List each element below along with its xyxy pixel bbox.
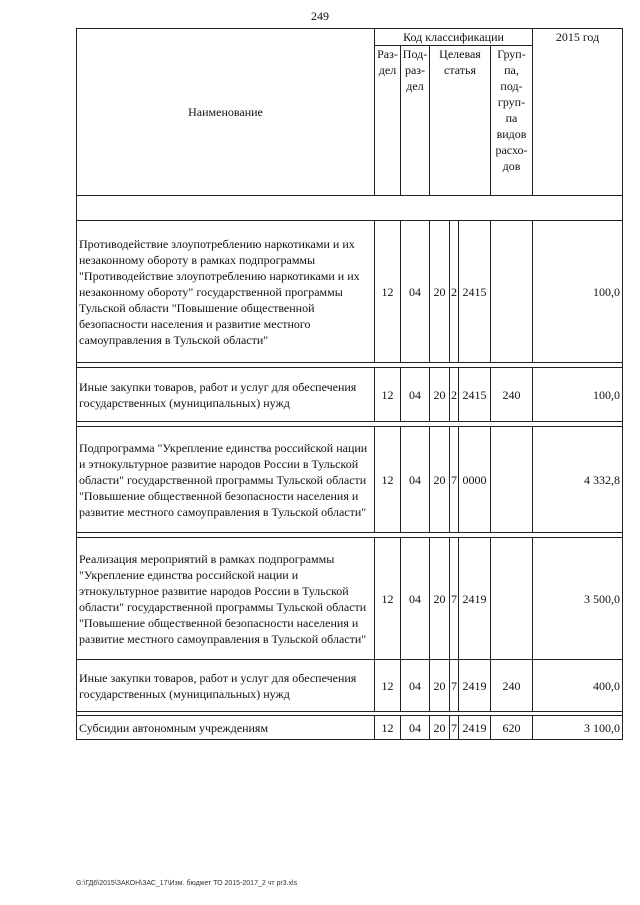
row-podrazdel: 04 (401, 368, 430, 422)
row-razdel: 12 (375, 427, 401, 533)
header-target-article: Целевая статья (430, 46, 491, 196)
table-row (77, 368, 623, 422)
row-cs3: 2419 (459, 716, 491, 740)
row-cs2: 7 (450, 427, 459, 533)
row-amount: 4 332,8 (533, 427, 623, 533)
row-podrazdel: 04 (401, 660, 430, 712)
row-name: Иные закупки товаров, работ и услуг для обеспечения государственных (муниципальных) нужд (77, 660, 375, 712)
row-cs3: 0000 (459, 427, 491, 533)
row-podrazdel: 04 (401, 427, 430, 533)
row-amount: 3 100,0 (533, 716, 623, 740)
row-cs3: 2419 (459, 538, 491, 660)
file-path-footer: G:\ГД6\2015\ЗАКОН\ЗАС_17\Изм. бюджет ТО 2015-2017_2 чт pr3.xls (76, 880, 298, 887)
header-year: 2015 год (533, 29, 623, 196)
row-group (491, 538, 533, 660)
header-name: Наименование (77, 29, 375, 196)
row-cs2: 2 (450, 368, 459, 422)
header-razdel: Раз- дел (375, 46, 401, 196)
row-name: Иные закупки товаров, работ и услуг для обеспечения государственных (муниципальных) нужд (77, 368, 375, 422)
row-podrazdel: 04 (401, 221, 430, 363)
header-podrazdel: Под- раз- дел (401, 46, 430, 196)
row-cs1: 20 (430, 221, 450, 363)
row-cs2: 7 (450, 716, 459, 740)
table-row (77, 427, 623, 533)
row-name: Реализация мероприятий в рамках подпрограммы "Укрепление единства российской нации и этнокультурное развитие народов России в Тульской области" государственной программы Тульской области "Повышение общественной безопасности населения и развитие местного самоуправления в Тульской области" (77, 538, 375, 660)
row-group: 240 (491, 368, 533, 422)
row-cs1: 20 (430, 716, 450, 740)
row-razdel: 12 (375, 538, 401, 660)
row-razdel: 12 (375, 660, 401, 712)
row-cs3: 2415 (459, 368, 491, 422)
row-group: 240 (491, 660, 533, 712)
row-cs2: 7 (450, 660, 459, 712)
table-row (77, 538, 623, 660)
header-classification: Код классификации (375, 29, 533, 46)
table-row (77, 660, 623, 712)
row-cs2: 2 (450, 221, 459, 363)
row-group: 620 (491, 716, 533, 740)
table-row (77, 221, 623, 363)
row-group (491, 427, 533, 533)
table-row (77, 716, 623, 740)
row-cs1: 20 (430, 538, 450, 660)
row-name: Субсидии автономным учреждениям (77, 716, 375, 740)
row-razdel: 12 (375, 716, 401, 740)
row-cs3: 2419 (459, 660, 491, 712)
row-amount: 3 500,0 (533, 538, 623, 660)
page-number: 249 (311, 9, 329, 23)
row-name: Подпрограмма "Укрепление единства российской нации и этнокультурное развитие народов России в Тульской области" государственной программы Тульской области "Повышение общественной безопасности населения и развитие местного самоуправления в Тульской области" (77, 427, 375, 533)
row-cs1: 20 (430, 660, 450, 712)
row-cs1: 20 (430, 427, 450, 533)
row-cs3: 2415 (459, 221, 491, 363)
row-group (491, 221, 533, 363)
row-amount: 100,0 (533, 221, 623, 363)
row-amount: 400,0 (533, 660, 623, 712)
row-name: Противодействие злоупотреблению наркотиками и их незаконному обороту в рамках подпрограммы "Противодействие злоупотреблению наркотиками и их незаконному обороту" государственной программы Тульской области "Повышение общественной безопасности населения и развитие местного самоуправления в Тульской области" (77, 221, 375, 363)
row-cs1: 20 (430, 368, 450, 422)
row-podrazdel: 04 (401, 716, 430, 740)
header-group: Груп- па, под- груп- па видов расхо- дов (491, 46, 533, 196)
row-razdel: 12 (375, 221, 401, 363)
row-podrazdel: 04 (401, 538, 430, 660)
row-cs2: 7 (450, 538, 459, 660)
row-razdel: 12 (375, 368, 401, 422)
row-amount: 100,0 (533, 368, 623, 422)
budget-table (76, 28, 623, 740)
